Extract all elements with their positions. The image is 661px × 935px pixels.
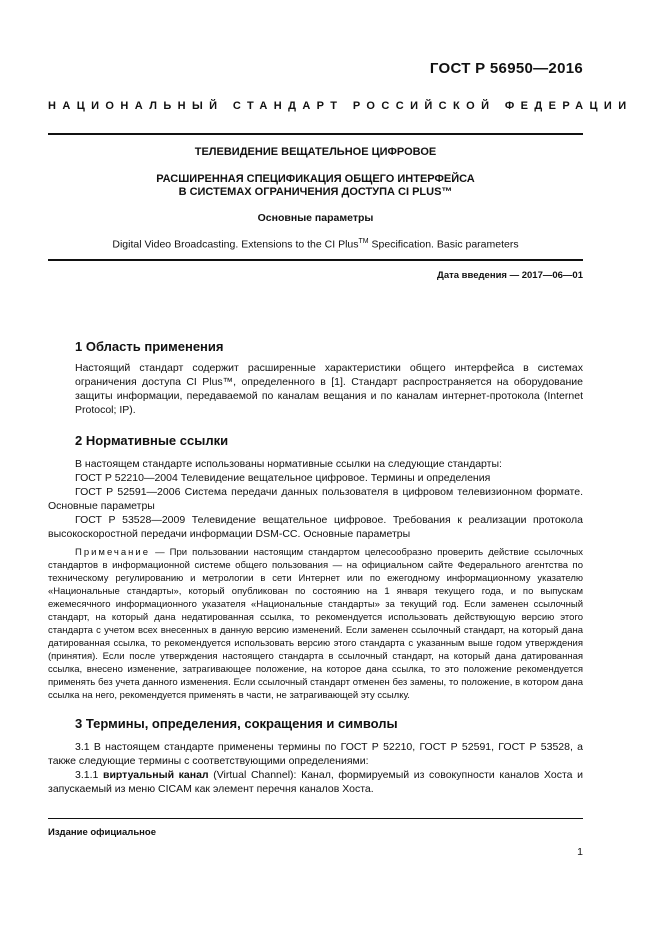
tm-mark: TM <box>358 238 369 245</box>
section2-intro: В настоящем стандарте использованы нормативные ссылки на следующие стандарты: <box>75 458 502 470</box>
section3-para1: 3.1 В настоящем стандарте применены термины по ГОСТ Р 52210, ГОСТ Р 52591, ГОСТ Р 53528, а также следующие термины с соответствующими определениями: <box>48 741 583 767</box>
english-title-post: Specification. Basic parameters <box>368 238 519 251</box>
section3-heading: 3 Термины, определения, сокращения и символы <box>75 716 398 731</box>
section1-heading: 1 Область применения <box>75 339 224 354</box>
title-divider <box>48 259 583 261</box>
header-divider <box>48 133 583 135</box>
doc-subtitle-line1: РАСШИРЕННАЯ СПЕЦИФИКАЦИЯ ОБЩЕГО ИНТЕРФЕЙСА <box>156 173 475 185</box>
reference-3: ГОСТ Р 53528—2009 Телевидение вещательное цифровое. Требования к реализации протокола высокоскоростной передачи информации DSM-CC. Основные параметры <box>48 514 583 540</box>
doc-part-title: Основные параметры <box>257 212 374 224</box>
section1-text: Настоящий стандарт содержит расширенные характеристики общего интерфейса в системах ограничения доступа CI Plus™, определенного в [1]. Стандарт распространяется на оборудование защиты информации, передаваемой по каналам вещания и по каналам интернет-протокола (Internet Protocol; IP). <box>75 362 583 416</box>
term-number: 3.1.1 <box>75 769 103 781</box>
section2-heading: 2 Нормативные ссылки <box>75 433 229 448</box>
english-title-pre: Digital Video Broadcasting. Extensions to the CI Plus <box>112 238 359 251</box>
official-edition-label: Издание официальное <box>48 827 156 838</box>
reference-2: ГОСТ Р 52591—2006 Система передачи данных пользователя в цифровом телевизионном формате. Основные параметры <box>48 486 583 512</box>
effective-date: Дата введения — 2017—06—01 <box>437 270 583 281</box>
term-definition: (Virtual Channel): Канал, формируемый из совокупности каналов Хоста и запускаемый из меню CICAM как элемент перечня каналов Хоста. <box>48 769 584 795</box>
national-standard-title: НАЦИОНАЛЬНЫЙ СТАНДАРТ РОССИЙСКОЙ ФЕДЕРАЦИИ <box>48 100 633 112</box>
term-name: виртуальный канал <box>103 769 209 781</box>
doc-title: ТЕЛЕВИДЕНИЕ ВЕЩАТЕЛЬНОЕ ЦИФРОВОЕ <box>194 146 437 158</box>
standard-number: ГОСТ Р 56950—2016 <box>429 60 583 77</box>
section2-note <box>48 546 583 702</box>
doc-subtitle-line2: В СИСТЕМАХ ОГРАНИЧЕНИЯ ДОСТУПА CI PLUS™ <box>178 186 453 198</box>
page-number: 1 <box>577 846 583 858</box>
note-text: — При пользовании настоящим стандартом целесообразно проверить действие ссылочных стандартов в информационной системе общего пользования — на официальном сайте Федерального агентства по техническому регулированию и метрологии в сети Интернет или по ежегодному информационному указателю «Национальные стандарты», который опубликован по состоянию на 1 января текущего года, и по выпускам ежемесячного информационного указателя «Национальные стандарты» за текущий год. Если заменен ссылочный стандарт, на который дана недатированная ссылка, то рекомендуется использовать действующую версию этого стандарта с учетом всех внесенных в данную версию изменений. Если заменен ссылочный стандарт, на который дана датированная ссылка, то рекомендуется использовать версию этого стандарта с указанным выше годом утверждения (принятия). Если после утверждения настоящего стандарта в ссылочный стандарт, на который дана датированная ссылка, внесено изменение, затрагивающее положение, на которое дана ссылка, то это положение рекомендуется применять без учета данного изменения. Если ссылочный стандарт отменен без замены, то положение, в котором дана ссылка на него, рекомендуется применять в части, не затрагивающей эту ссылку. <box>48 547 583 701</box>
footer-divider <box>48 818 583 819</box>
reference-1: ГОСТ Р 52210—2004 Телевидение вещательное цифровое. Термины и определения <box>75 472 491 484</box>
english-title <box>48 238 583 251</box>
note-label: Примечание <box>75 547 150 558</box>
section3-para2 <box>48 768 583 796</box>
doc-subtitle <box>48 173 583 199</box>
